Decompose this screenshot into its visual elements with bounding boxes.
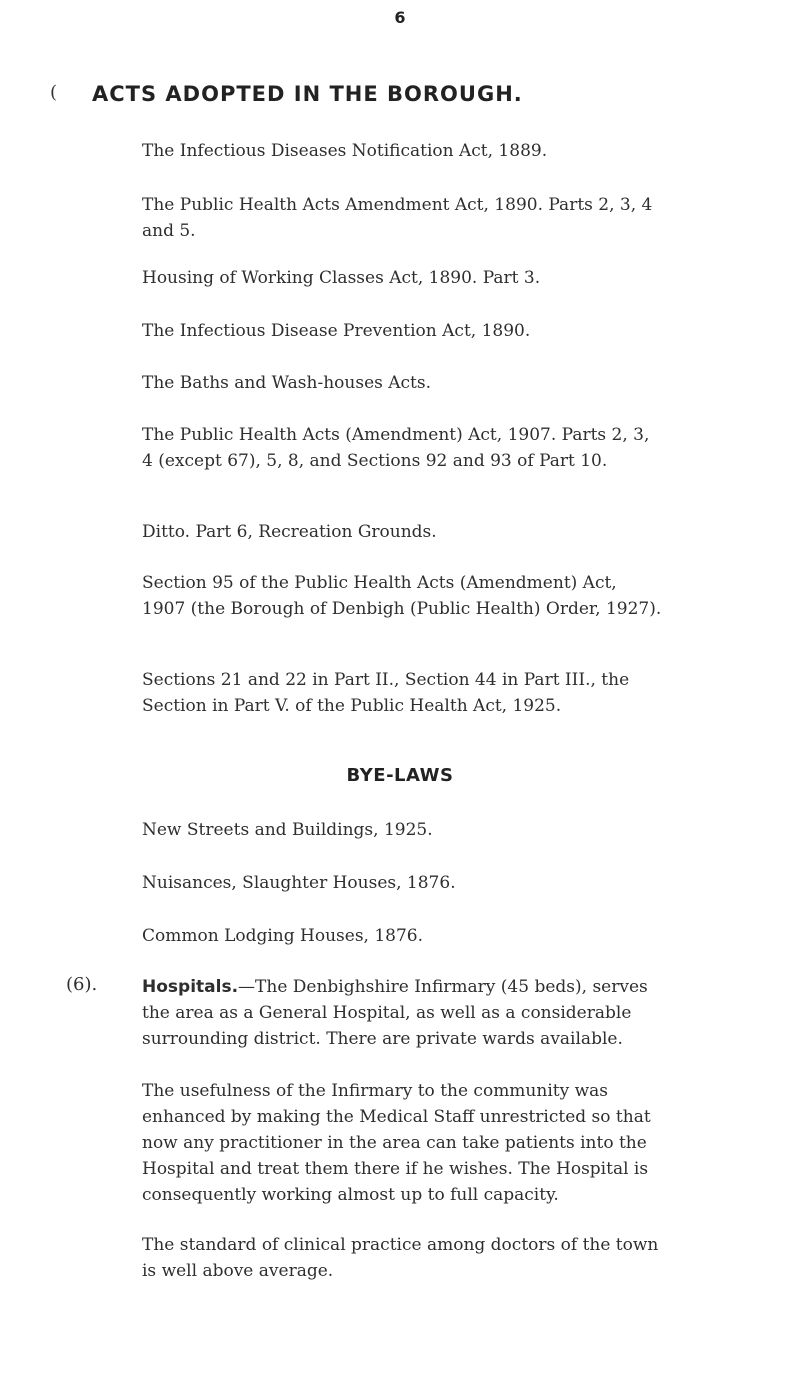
hospitals-text: —The Denbighshire Infirmary (45 beds), serves the area as a General Hospital, as well as a considerable surrounding district. There are private wards available.: [142, 977, 648, 1049]
byelaw-item: Nuisances, Slaughter Houses, 1876.: [142, 873, 456, 893]
act-item: The Public Health Acts (Amendment) Act, 1907. Parts 2, 3, 4 (except 67), 5, 8, and Sections 92 and 93 of Part 10.: [142, 425, 650, 471]
page-number: 6: [394, 8, 406, 27]
act-item: The Infectious Disease Prevention Act, 1890.: [142, 321, 531, 341]
byelaws-heading: BYE-LAWS: [346, 765, 454, 786]
act-item: Ditto. Part 6, Recreation Grounds.: [142, 522, 437, 542]
act-item: Sections 21 and 22 in Part II., Section 44 in Part III., the Section in Part V. of the Public Health Act, 1925.: [142, 670, 630, 716]
hospitals-paragraph: [142, 974, 662, 1052]
hospitals-lead: Hospitals.: [142, 977, 239, 997]
hospitals-number: (6).: [66, 974, 98, 995]
hospitals-paragraph-2: The usefulness of the Infirmary to the community was enhanced by making the Medical Staff unrestricted so that now any practitioner in the area can take patients into the Hospital and treat them there if he wishes. The Hospital is consequently working almost up to full capacity.: [142, 1081, 651, 1205]
acts-heading: ACTS ADOPTED IN THE BOROUGH.: [92, 82, 523, 106]
act-item: Section 95 of the Public Health Acts (Amendment) Act, 1907 (the Borough of Denbigh (Public Health) Order, 1927).: [142, 573, 662, 619]
act-item: Housing of Working Classes Act, 1890. Part 3.: [142, 268, 541, 288]
act-item: The Infectious Diseases Notification Act, 1889.: [142, 141, 548, 161]
section-marker: (: [50, 82, 58, 103]
hospitals-paragraph-3: The standard of clinical practice among doctors of the town is well above average.: [142, 1235, 659, 1281]
byelaw-item: New Streets and Buildings, 1925.: [142, 820, 433, 840]
byelaw-item: Common Lodging Houses, 1876.: [142, 926, 424, 946]
act-item: The Public Health Acts Amendment Act, 1890. Parts 2, 3, 4 and 5.: [142, 195, 653, 241]
act-item: The Baths and Wash-houses Acts.: [142, 373, 432, 393]
